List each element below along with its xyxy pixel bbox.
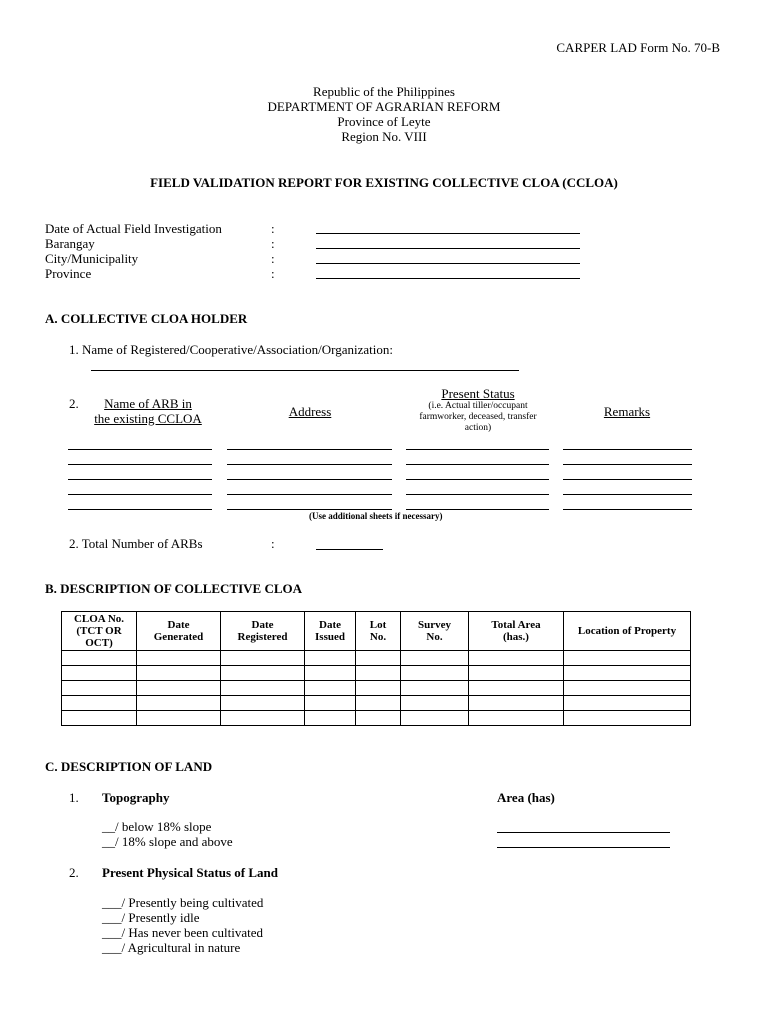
col-address: Address (288, 404, 332, 419)
arb-line[interactable] (227, 509, 392, 510)
field-colon: : (271, 221, 275, 236)
table-cell[interactable] (221, 711, 305, 726)
header-line: Issued (315, 631, 345, 643)
section-a-heading: A. COLLECTIVE CLOA HOLDER (45, 311, 248, 326)
header-line: (has.) (503, 631, 529, 643)
cloa-col-date-issued (305, 612, 356, 651)
organization-name-field[interactable] (91, 370, 519, 371)
field-colon: : (271, 236, 275, 251)
arb-line[interactable] (563, 464, 692, 465)
table-cell[interactable] (137, 681, 221, 696)
area-below-18-field[interactable] (497, 832, 670, 833)
field-province (45, 266, 605, 281)
header-line: CLOA No. (73, 613, 125, 625)
header-line: Date (167, 619, 190, 631)
arb-line[interactable] (68, 479, 212, 480)
table-cell[interactable] (401, 681, 469, 696)
form-number: CARPER LAD Form No. 70-B (556, 40, 720, 55)
header-region: Region No. VIII (341, 129, 427, 144)
table-row (62, 651, 691, 666)
field-label: City/Municipality (45, 251, 139, 266)
topo-option-18-above[interactable]: __/ 18% slope and above (102, 834, 233, 849)
col-remarks: Remarks (603, 404, 651, 419)
table-cell[interactable] (564, 681, 691, 696)
cloa-col-lot-no (356, 612, 401, 651)
status-option-agricultural[interactable]: ___/ Agricultural in nature (102, 940, 241, 955)
table-cell[interactable] (564, 696, 691, 711)
table-cell[interactable] (137, 666, 221, 681)
field-city (45, 251, 605, 266)
table-row (62, 711, 691, 726)
table-cell[interactable] (401, 696, 469, 711)
status-option-idle[interactable]: ___/ Presently idle (102, 910, 200, 925)
table-cell[interactable] (469, 666, 564, 681)
table-cell[interactable] (305, 696, 356, 711)
field-label: Date of Actual Field Investigation (45, 221, 222, 236)
arb-line[interactable] (68, 509, 212, 510)
cloa-col-cloa-no (62, 612, 137, 651)
col-status-note-2: farmworker, deceased, transfer (419, 412, 537, 422)
arb-line[interactable] (563, 494, 692, 495)
table-cell[interactable] (305, 666, 356, 681)
cloa-col-date-registered (221, 612, 305, 651)
header-line: (TCT OR (76, 625, 122, 637)
organization-name-label: 1. Name of Registered/Cooperative/Association/Organization: (69, 342, 393, 357)
arb-line[interactable] (68, 449, 212, 450)
arb-line[interactable] (563, 449, 692, 450)
table-cell[interactable] (305, 651, 356, 666)
document-header (0, 84, 768, 144)
col-status-note-1: (i.e. Actual tiller/occupant (428, 401, 528, 411)
status-option-never-cultivated[interactable]: ___/ Has never been cultivated (102, 925, 263, 940)
table-cell[interactable] (137, 696, 221, 711)
area-18-above-field[interactable] (497, 847, 670, 848)
table-cell[interactable] (221, 666, 305, 681)
table-cell[interactable] (401, 651, 469, 666)
table-cell[interactable] (469, 711, 564, 726)
field-colon: : (271, 251, 275, 266)
table-cell[interactable] (356, 696, 401, 711)
table-cell[interactable] (356, 711, 401, 726)
table-cell[interactable] (221, 696, 305, 711)
arb-line[interactable] (406, 494, 549, 495)
table-cell[interactable] (469, 696, 564, 711)
arb-line[interactable] (406, 479, 549, 480)
topography-number: 1. (69, 790, 79, 805)
field-label: Province (45, 266, 92, 281)
arb-line[interactable] (68, 494, 212, 495)
header-department: DEPARTMENT OF AGRARIAN REFORM (267, 99, 501, 114)
arb-line[interactable] (227, 494, 392, 495)
header-province: Province of Leyte (337, 114, 431, 129)
header-line: Date (319, 619, 341, 631)
table-cell[interactable] (469, 681, 564, 696)
table-row (62, 696, 691, 711)
field-barangay (45, 236, 605, 251)
header-line: Total Area (491, 619, 541, 631)
cloa-col-survey-no (401, 612, 469, 651)
area-label: Area (has) (497, 790, 555, 805)
header-line: Survey (418, 619, 451, 631)
cloa-table (61, 611, 691, 726)
arb-line[interactable] (227, 479, 392, 480)
table-cell[interactable] (356, 681, 401, 696)
section-c-heading: C. DESCRIPTION OF LAND (45, 759, 213, 774)
table-cell[interactable] (137, 711, 221, 726)
arb-line[interactable] (406, 509, 549, 510)
physical-status-label: Present Physical Status of Land (102, 865, 278, 880)
cloa-col-location (564, 612, 691, 651)
arb-line[interactable] (563, 479, 692, 480)
topo-option-below-18[interactable]: __/ below 18% slope (102, 819, 212, 834)
table-cell[interactable] (401, 666, 469, 681)
status-option-cultivated[interactable]: ___/ Presently being cultivated (102, 895, 264, 910)
table-cell[interactable] (564, 651, 691, 666)
document-title: FIELD VALIDATION REPORT FOR EXISTING COLLECTIVE CLOA (CCLOA) (150, 175, 618, 190)
col-arb-name-line1: Name of ARB in (104, 396, 192, 411)
arb-line[interactable] (406, 464, 549, 465)
table-cell[interactable] (62, 696, 137, 711)
field-label: Barangay (45, 236, 95, 251)
table-cell[interactable] (401, 711, 469, 726)
table-cell[interactable] (469, 651, 564, 666)
table-row (62, 666, 691, 681)
cloa-col-date-generated (137, 612, 221, 651)
col-present-status (404, 386, 552, 434)
table-cell[interactable] (62, 651, 137, 666)
table-cell[interactable] (62, 681, 137, 696)
arb-line[interactable] (68, 464, 212, 465)
table-cell[interactable] (564, 666, 691, 681)
total-arbs-label: 2. Total Number of ARBs (69, 536, 203, 551)
table-cell[interactable] (305, 711, 356, 726)
date-investigation-field[interactable] (316, 233, 580, 234)
header-line: Lot (369, 619, 387, 631)
col-arb-name-line2: the existing CCLOA (94, 411, 202, 426)
arb-line[interactable] (406, 449, 549, 450)
col-status-title: Present Status (441, 386, 515, 401)
additional-sheets-note: (Use additional sheets if necessary) (309, 511, 443, 521)
item2-number: 2. (69, 396, 79, 411)
province-field[interactable] (316, 278, 580, 279)
cloa-col-total-area (469, 612, 564, 651)
header-line: Location of Property (577, 625, 677, 637)
table-cell[interactable] (221, 651, 305, 666)
header-line: No. (369, 631, 387, 643)
table-cell[interactable] (564, 711, 691, 726)
cloa-table-header (62, 612, 691, 651)
table-cell[interactable] (305, 681, 356, 696)
header-line: No. (426, 631, 443, 643)
table-cell[interactable] (221, 681, 305, 696)
table-row (62, 681, 691, 696)
col-arb-name (82, 396, 214, 426)
arb-line[interactable] (563, 509, 692, 510)
physical-status-number: 2. (69, 865, 79, 880)
city-field[interactable] (316, 263, 580, 264)
header-line: Date (251, 619, 274, 631)
total-arbs-field[interactable] (316, 549, 383, 550)
col-status-note-3: action) (464, 423, 492, 433)
header-line: OCT) (85, 637, 113, 649)
table-cell[interactable] (62, 711, 137, 726)
header-line: Generated (153, 631, 204, 643)
section-b-heading: B. DESCRIPTION OF COLLECTIVE CLOA (45, 581, 303, 596)
table-cell[interactable] (356, 651, 401, 666)
header-republic: Republic of the Philippines (313, 84, 455, 99)
topography-label: Topography (102, 790, 170, 805)
field-colon: : (271, 266, 275, 281)
table-cell[interactable] (62, 666, 137, 681)
table-cell[interactable] (137, 651, 221, 666)
field-date-investigation (45, 221, 605, 236)
header-line: Registered (237, 631, 288, 643)
table-cell[interactable] (356, 666, 401, 681)
arb-line[interactable] (227, 464, 392, 465)
total-arbs-colon: : (271, 536, 275, 551)
arb-line[interactable] (227, 449, 392, 450)
barangay-field[interactable] (316, 248, 580, 249)
